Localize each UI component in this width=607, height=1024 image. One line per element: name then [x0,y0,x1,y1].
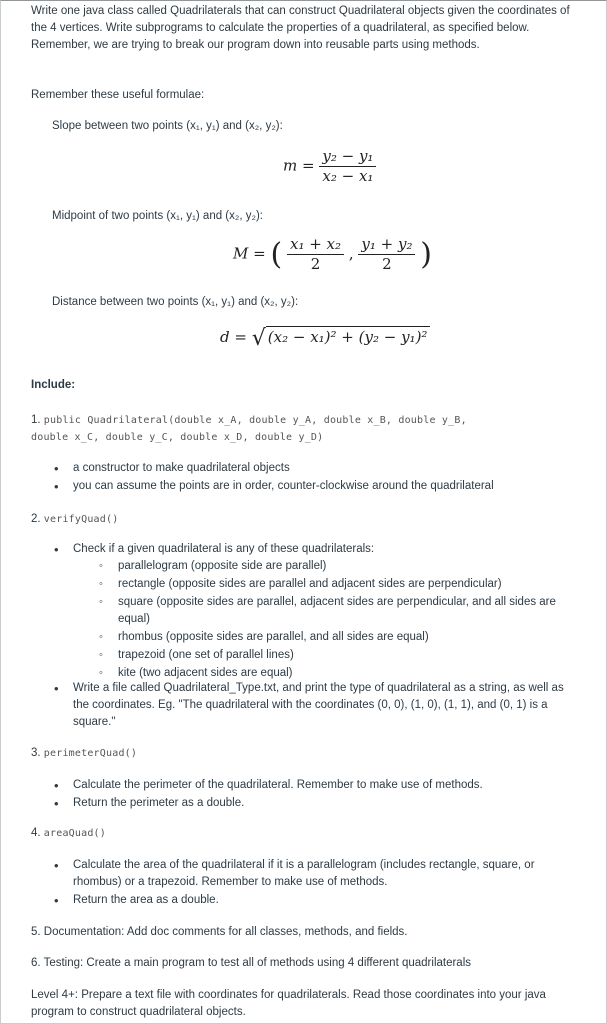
list-item: • Write a file called Quadrilateral_Type.txt, and print the type of quadrilateral as a string, as well as the coordinates. Eg. "The quadrilateral with the coordinates (0, 0), (1, 0), (1, 1), and (0, 1) is a square." [52,680,578,731]
list-item: ◦ trapezoid (one set of parallel lines) [97,647,578,664]
slope-label: Slope between two points (x₁, y₁) and (x₂, y₂): [52,120,283,132]
item4-code: areaQuad() [43,828,107,839]
list-item: • a constructor to make quadrilateral objects [52,460,578,477]
item5-documentation: 5. Documentation: Add doc comments for all classes, methods, and fields. [31,926,408,938]
item2-subtypes [97,558,578,683]
intro-paragraph: Write one java class called Quadrilaterals that can construct Quadrilateral objects given the coordinates of the 4 vertices. Write subprograms to calculate the properties of a quadrilateral, as specified below. Remember, we are trying to break our program down into reusable parts using methods. [31,5,570,51]
item3-number: 3. [31,747,41,759]
item2-heading [31,511,578,528]
item1-constructor [31,412,578,446]
midpoint-y-numerator: y₁ + y₂ [358,235,415,255]
item1-code-line2: double x_C, double y_C, double x_D, double y_D) [31,432,324,443]
item3-heading [31,745,578,762]
midpoint-lhs: M [233,244,249,263]
item2-write-bullets [52,680,578,732]
item3-code: perimeterQuad() [43,748,138,759]
slope-numerator: y₂ − y₁ [319,147,376,167]
list-item: ◦ rectangle (opposite sides are parallel and adjacent sides are perpendicular) [97,576,578,593]
item3-bullets [52,777,578,813]
midpoint-formula: M = ( $\frac{\text{x₁ + x₂}}{2}$ , $\frac{\text{y₁ + y₂}}{2}$ ) [233,235,432,273]
list-item: ◦ rhombus (opposite sides are parallel, and all sides are equal) [97,629,578,646]
midpoint-x-numerator: x₁ + x₂ [287,235,344,255]
item4-bullets [52,857,578,910]
item1-bullets [52,460,578,496]
list-item: • Return the area as a double. [52,892,578,909]
slope-denominator: x₂ − x₁ [322,167,374,185]
item2-code: verifyQuad() [43,514,119,525]
midpoint-x-denominator: 2 [310,255,321,273]
distance-lhs: d [220,328,230,346]
list-item: • you can assume the points are in order, counter-clockwise around the quadrilateral [52,478,578,495]
list-item: ◦ parallelogram (opposite side are parallel) [97,558,578,575]
item1-number: 1. [31,414,41,426]
include-heading: Include: [31,379,76,391]
item4-heading [31,825,578,842]
slope-formula: m = $\frac{\text{y₂ − y₁}}{\text{x₂ − x₁}}$ [283,147,376,186]
formulae-heading: Remember these useful formulae: [31,89,205,101]
list-item: ◦ kite (two adjacent sides are equal) [97,665,578,682]
item6-testing: 6. Testing: Create a main program to test all of methods using 4 different quadrilaterals [31,957,472,969]
item2-number: 2. [31,513,41,525]
item4-number: 4. [31,827,41,839]
list-item: • Calculate the perimeter of the quadrilateral. Remember to make use of methods. [52,777,578,794]
level4-paragraph: Level 4+: Prepare a text file with coordinates for quadrilaterals. Read those coordinates into your java program to construct quadrilateral objects. [31,989,546,1018]
list-item: • Check if a given quadrilateral is any of these quadrilaterals: [52,541,578,558]
midpoint-y-denominator: 2 [382,255,392,273]
list-item: • Return the perimeter as a double. [52,795,578,812]
distance-formula: d = √ (x₂ − x₁)² + (y₂ − y₁)² [220,329,430,347]
distance-label: Distance between two points (x₁, y₁) and (x₂, y₂): [52,296,299,308]
list-item: ◦ square (opposite sides are parallel, adjacent sides are perpendicular, and all sides are equal) [97,594,578,628]
slope-lhs: m [283,156,298,175]
distance-radicand: (x₂ − x₁)² + (y₂ − y₁)² [266,326,431,346]
midpoint-label: Midpoint of two points (x₁, y₁) and (x₂, y₂): [52,210,263,222]
list-item: • Calculate the area of the quadrilateral if it is a parallelogram (includes rectangle, square, or rhombus) or a trapezoid. Remember to make use of methods. [52,857,578,891]
item1-code-line1: public Quadrilateral(double x_A, double y_A, double x_B, double y_B, [43,415,467,426]
item2-bullets [52,541,578,559]
